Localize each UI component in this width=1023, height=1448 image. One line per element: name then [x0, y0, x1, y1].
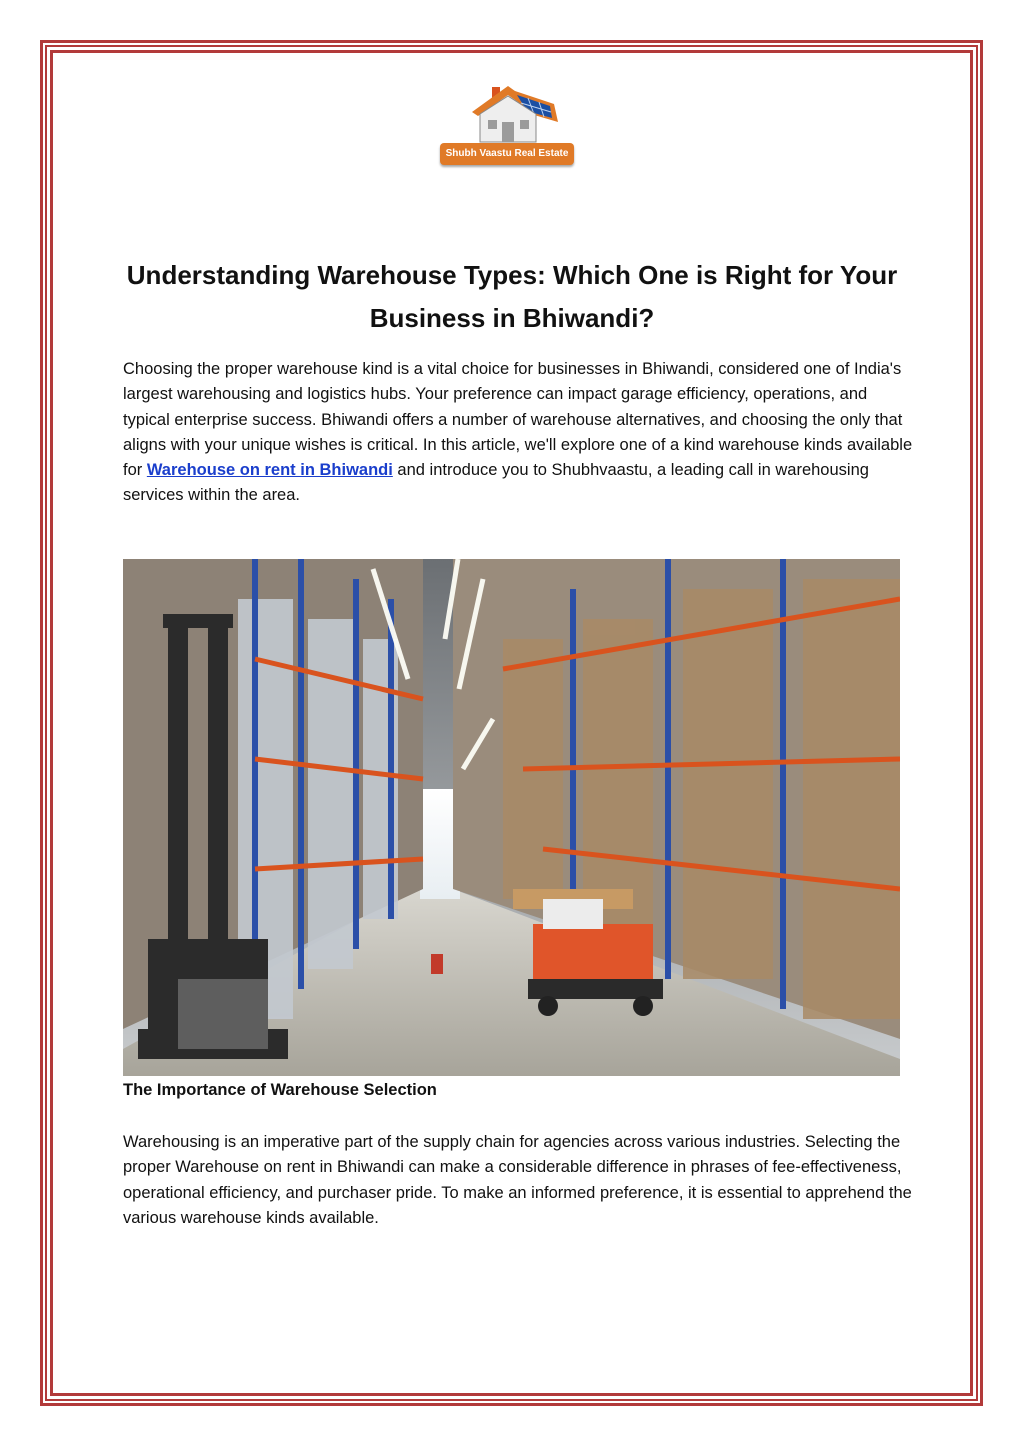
- section-body-paragraph: Warehousing is an imperative part of the supply chain for agencies across various industries. Selecting the proper Warehouse on rent in Bhiwandi can make a considerable difference in phrases of fee-effectiveness, operational efficiency, and purchaser pride. To make an informed preference, it is essential to apprehend the various warehouse kinds available.: [123, 1133, 912, 1227]
- company-logo: [438, 82, 578, 186]
- section-heading: The Importance of Warehouse Selection: [123, 1081, 437, 1099]
- intro-paragraph: [123, 357, 913, 509]
- logo-brand-text: Shubh Vaastu Real Estate: [445, 148, 569, 159]
- intro-text-after-link: and introduce you to Shubhvaastu, a leading call in warehousing services within the area.: [123, 461, 869, 505]
- warehouse-rent-link[interactable]: Warehouse on rent in Bhiwandi: [146, 461, 393, 480]
- warehouse-photo: [123, 559, 900, 1076]
- page-title: Understanding Warehouse Types: Which One is Right for Your Business in Bhiwandi?: [126, 260, 898, 333]
- house-icon: [438, 82, 578, 144]
- intro-text-before-link: Choosing the proper warehouse kind is a vital choice for businesses in Bhiwandi, considered one of India's largest warehousing and logistics hubs. Your preference can impact garage efficiency, operations, and typical enterprise success. Bhiwandi offers a number of warehouse alternatives, and choosing the only that aligns with your unique wishes is critical. In this article, we'll explore one of a kind warehouse kinds available for: [123, 360, 913, 480]
- logo-brand-badge: [440, 143, 574, 165]
